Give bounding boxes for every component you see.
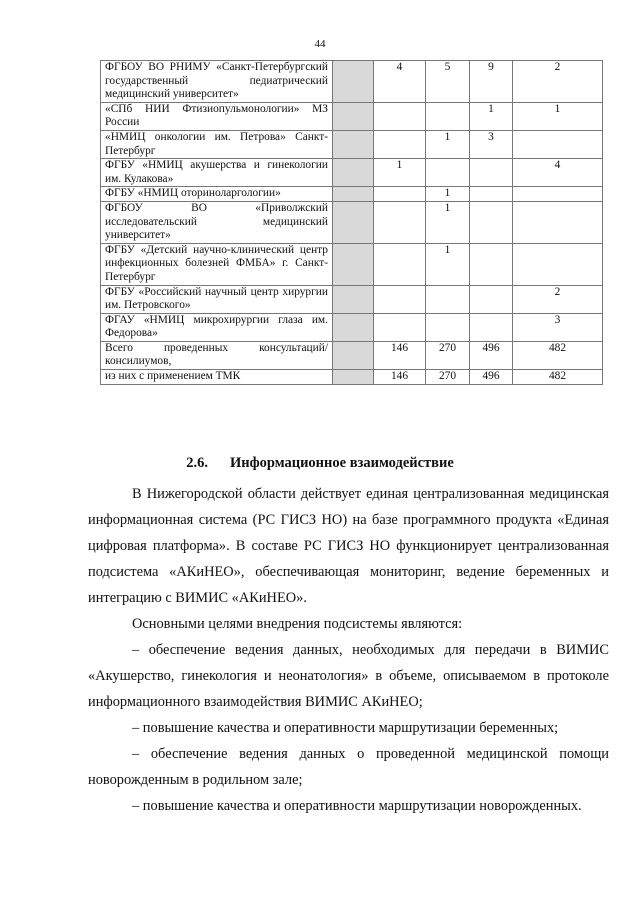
table-cell-value [426,159,470,187]
table-cell-shaded [333,285,374,313]
table-cell-value [513,201,603,243]
table-cell-value [426,285,470,313]
table-cell-shaded [333,243,374,285]
table-row [101,201,603,243]
table-cell-shaded [333,313,374,341]
table-cell-value: 496 [470,370,513,385]
paragraph: В Нижегородской области действует единая централизованная медицинская информационная система (РС ГИСЗ НО) на базе программного продукта «Единая цифровая платформа». В составе РС ГИСЗ НО функционирует централизованная подсистема «АКиНЕО», обеспечивающая мониторинг, ведение беременных и интеграцию с ВИМИС «АКиНЕО». [88,486,609,606]
list-item: – обеспечение ведения данных, необходимых для передачи в ВИМИС «Акушерство, гинекология и неонатология» в объеме, описываемом в протоколе информационного взаимодействия ВИМИС АКиНЕО; [88,642,609,710]
table-cell-value [374,201,426,243]
table-cell-value [426,102,470,130]
table-row [101,102,603,130]
page-number: 44 [314,38,326,50]
table-row [101,130,603,158]
body-text [88,481,609,819]
table-cell-shaded [333,341,374,369]
table-cell-value: 1 [426,201,470,243]
table-cell-value: 1 [374,159,426,187]
table-cell-organization: ФГБУ «Российский научный центр хирургии им. Петровского» [101,285,333,313]
table-row-total-tmk [101,370,603,385]
table-cell-value: 9 [470,61,513,103]
table-cell-value [513,130,603,158]
table-cell-shaded [333,159,374,187]
table-cell-value [470,187,513,202]
table-cell-value [470,159,513,187]
table-cell-organization: ФГБУ «Детский научно-клинический центр инфекционных болезней ФМБА» г. Санкт-Петербург [101,243,333,285]
table-row [101,243,603,285]
table-cell-value [513,187,603,202]
table-cell-value: 2 [513,285,603,313]
table-cell-value: 1 [426,243,470,285]
table-cell-organization: «СПб НИИ Фтизиопульмонологии» МЗ России [101,102,333,130]
table-cell-organization: ФГАУ «НМИЦ микрохирургии глаза им. Федорова» [101,313,333,341]
table-cell-shaded [333,102,374,130]
table-cell-value: 270 [426,370,470,385]
table-cell-value [374,130,426,158]
table-cell-organization: ФГБОУ ВО «Приволжский исследовательский медицинский университет» [101,201,333,243]
table-cell-value [374,285,426,313]
list-item: – повышение качества и оперативности маршрутизации новорожденных. [132,798,582,814]
table-cell-value: 1 [513,102,603,130]
table-cell-value: 5 [426,61,470,103]
table-cell-value: 3 [513,313,603,341]
table-cell-value: 4 [513,159,603,187]
paragraph: Основными целями внедрения подсистемы являются: [132,616,463,632]
table-cell-shaded [333,370,374,385]
table-cell-value [470,285,513,313]
table-cell-shaded [333,130,374,158]
table-cell-value [470,243,513,285]
table-cell-organization: ФГБУ «НМИЦ акушерства и гинекологии им. Кулакова» [101,159,333,187]
table-cell-value [374,243,426,285]
consultations-table [100,60,603,385]
table-cell-value: 3 [470,130,513,158]
table-cell-value: 4 [374,61,426,103]
table-cell-value [470,201,513,243]
table-row [101,61,603,103]
table-row [101,187,603,202]
table-cell-shaded [333,187,374,202]
table-cell-organization: Всего проведенных консультаций/ консилиумов, [101,341,333,369]
list-item: – обеспечение ведения данных о проведенной медицинской помощи новорожденным в родильном зале; [88,746,609,788]
table-cell-organization: ФГБОУ ВО РНИМУ «Санкт-Петербургский государственный педиатрический медицинский университет» [101,61,333,103]
table-cell-value: 1 [470,102,513,130]
table-cell-value [513,243,603,285]
table-cell-value: 482 [513,341,603,369]
table-cell-value [426,313,470,341]
section-title: Информационное взаимодействие [229,455,454,471]
table-cell-value: 146 [374,370,426,385]
table-cell-organization: «НМИЦ онкологии им. Петрова» Санкт-Петербург [101,130,333,158]
table-cell-value: 1 [426,187,470,202]
table-cell-value [374,102,426,130]
section-heading [0,455,640,472]
table-row [101,159,603,187]
table-cell-value [374,313,426,341]
table-cell-value: 482 [513,370,603,385]
table-row-total [101,341,603,369]
list-item: – повышение качества и оперативности маршрутизации беременных; [132,720,559,736]
section-number: 2.6. [186,455,208,471]
table-row [101,313,603,341]
table-cell-value: 146 [374,341,426,369]
table-cell-shaded [333,61,374,103]
table-cell-value: 270 [426,341,470,369]
table-cell-organization: из них с применением ТМК [101,370,333,385]
table-cell-shaded [333,201,374,243]
table-cell-value: 496 [470,341,513,369]
table-cell-value: 1 [426,130,470,158]
table-cell-organization: ФГБУ «НМИЦ оториноларгологии» [101,187,333,202]
table-cell-value [374,187,426,202]
table-row [101,285,603,313]
table-cell-value [470,313,513,341]
table-cell-value: 2 [513,61,603,103]
